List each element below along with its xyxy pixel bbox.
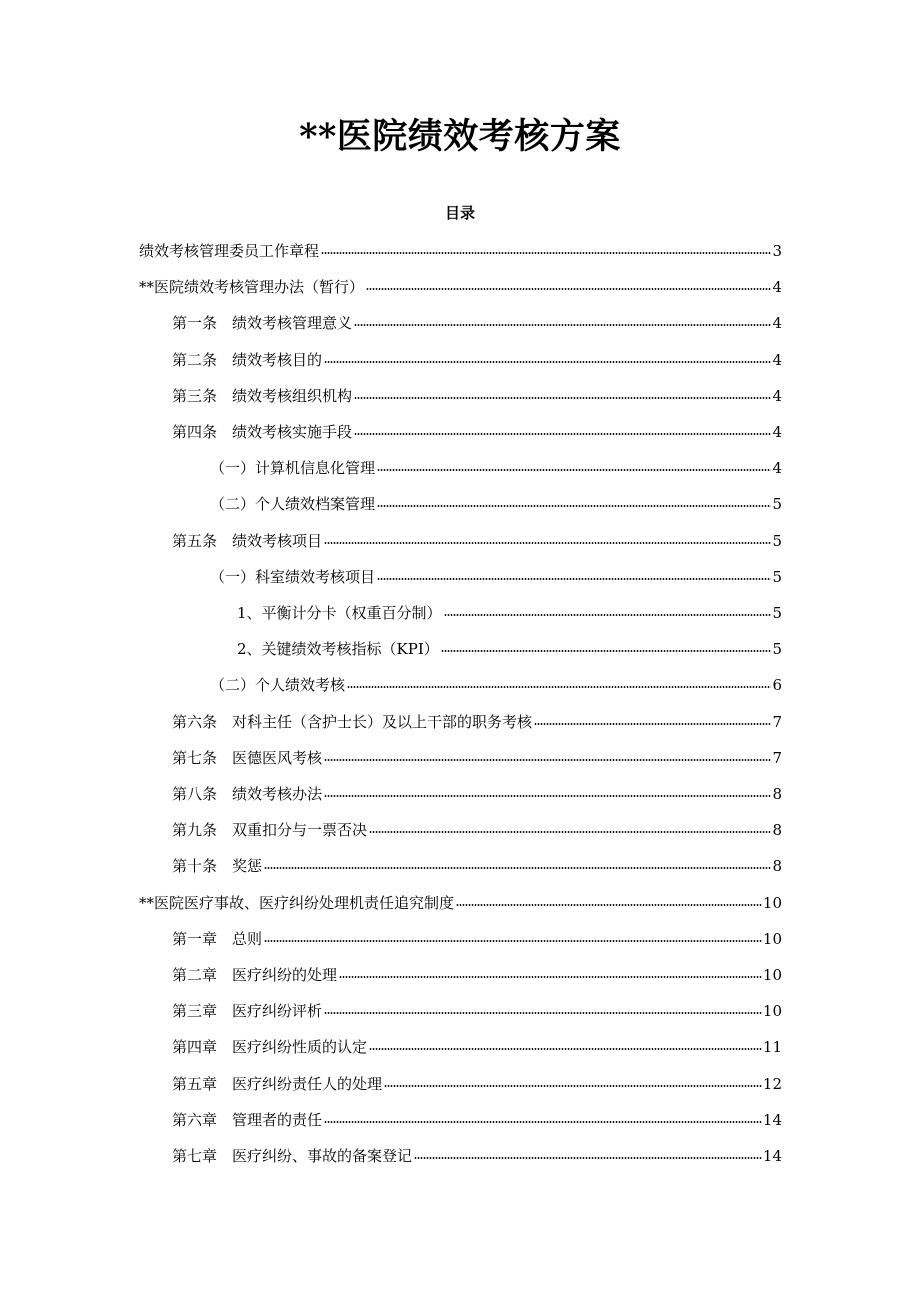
toc-entry-label: 第六条 对科主任（含护士长）及以上干部的职务考核	[172, 712, 533, 731]
toc-dot-leader	[369, 1047, 762, 1051]
toc-dot-leader	[321, 251, 771, 255]
toc-entry[interactable]	[210, 491, 782, 515]
toc-entry-page-number: 10	[762, 929, 782, 948]
toc-entry-label: 第九条 双重扣分与一票否决	[172, 821, 368, 840]
toc-dot-leader	[324, 1011, 762, 1015]
toc-dot-leader	[534, 722, 771, 726]
toc-dot-leader	[377, 504, 771, 508]
toc-entry-page-number: 5	[772, 640, 782, 659]
toc-entry[interactable]	[172, 419, 782, 443]
toc-entry-page-number: 4	[772, 386, 782, 405]
toc-entry-page-number: 5	[772, 604, 782, 622]
toc-entry-page-number: 5	[772, 567, 782, 586]
toc-dot-leader	[354, 323, 771, 327]
toc-dot-leader	[369, 830, 771, 834]
toc-entry-page-number: 8	[772, 785, 782, 803]
toc-dot-leader	[339, 975, 762, 979]
toc-entry-label: 第二章 医疗纠纷的处理	[172, 966, 338, 984]
toc-entry-label: （二）个人绩效档案管理	[210, 495, 376, 514]
toc-dot-leader	[354, 432, 771, 436]
document-title: **医院绩效考核方案	[299, 116, 621, 157]
toc-entry-label: 第一章 总则	[172, 929, 263, 948]
toc-entry-page-number: 8	[772, 857, 782, 876]
toc-entry-label: 第三条 绩效考核组织机构	[172, 386, 353, 405]
toc-entry[interactable]	[210, 455, 782, 479]
toc-entry-label: 1、平衡计分卡（权重百分制）	[237, 604, 442, 622]
toc-entry-page-number: 5	[772, 495, 782, 514]
toc-dot-leader	[324, 1120, 762, 1124]
toc-dot-leader	[366, 287, 771, 291]
toc-entry-page-number: 8	[772, 821, 782, 840]
toc-entry[interactable]	[210, 564, 782, 588]
toc-entry-label: 第二条 绩效考核目的	[172, 350, 323, 369]
toc-dot-leader	[414, 1156, 762, 1160]
toc-entry[interactable]	[139, 238, 782, 262]
toc-entry-label: 2、关键绩效考核指标（KPI）	[237, 640, 439, 659]
toc-dot-leader	[354, 396, 771, 400]
toc-dot-leader	[264, 866, 771, 870]
toc-entry[interactable]	[172, 962, 782, 986]
toc-entry[interactable]	[172, 347, 782, 371]
toc-entry-page-number: 4	[772, 459, 782, 478]
toc-entry-label: 第五章 医疗纠纷责任人的处理	[172, 1074, 383, 1093]
toc-entry-label: 第六章 管理者的责任	[172, 1110, 323, 1129]
toc-dot-leader	[444, 613, 772, 617]
toc-entry-page-number: 10	[762, 893, 782, 912]
toc-dot-leader	[456, 903, 762, 907]
toc-entry-label: （一）计算机信息化管理	[210, 459, 376, 478]
toc-entry-page-number: 7	[772, 748, 782, 767]
toc-entry[interactable]	[172, 1071, 782, 1095]
toc-entry[interactable]	[172, 745, 782, 769]
toc-entry-page-number: 12	[762, 1074, 782, 1093]
toc-entry-label: （一）科室绩效考核项目	[210, 567, 376, 586]
toc-entry-label: 第十条 奖惩	[172, 857, 263, 876]
toc-dot-leader	[324, 794, 771, 798]
toc-entry-label: 第一条 绩效考核管理意义	[172, 314, 353, 333]
toc-dot-leader	[384, 1084, 762, 1088]
toc-dot-leader	[324, 360, 771, 364]
toc-entry[interactable]	[172, 528, 782, 552]
toc-dot-leader	[377, 468, 771, 472]
toc-entry[interactable]	[172, 998, 782, 1022]
toc-entry-page-number: 4	[772, 314, 782, 333]
toc-entry[interactable]	[172, 781, 782, 805]
toc-entry-page-number: 4	[772, 423, 782, 441]
toc-entry[interactable]	[172, 853, 782, 877]
toc-entry-page-number: 6	[772, 676, 782, 695]
toc-entry-label: 第八条 绩效考核办法	[172, 785, 323, 803]
toc-entry-page-number: 4	[772, 278, 782, 297]
toc-entry[interactable]	[172, 1034, 782, 1058]
toc-entry-label: 第七条 医德医风考核	[172, 748, 323, 767]
toc-entry-page-number: 5	[772, 531, 782, 550]
toc-entry-page-number: 7	[772, 712, 782, 731]
toc-entry-label: 第五条 绩效考核项目	[172, 531, 323, 550]
toc-entry[interactable]	[172, 1107, 782, 1131]
toc-entry-page-number: 10	[762, 966, 782, 984]
toc-entry-page-number: 11	[762, 1038, 782, 1057]
toc-dot-leader	[377, 577, 771, 581]
toc-entry-label: **医院医疗事故、医疗纠纷处理机责任追究制度	[139, 893, 455, 912]
toc-dot-leader	[264, 939, 762, 943]
toc-entry-label: 绩效考核管理委员工作章程	[139, 242, 320, 260]
toc-entry[interactable]	[237, 600, 782, 624]
toc-dot-leader	[347, 685, 771, 689]
toc-entry[interactable]	[172, 1143, 782, 1167]
toc-entry[interactable]	[237, 636, 782, 660]
toc-entry-page-number: 3	[772, 242, 782, 260]
toc-entry-label: （二）个人绩效考核	[210, 676, 346, 695]
toc-entry[interactable]	[172, 709, 782, 733]
toc-entry-label: 第三章 医疗纠纷评析	[172, 1002, 323, 1021]
toc-heading: 目录	[444, 204, 475, 222]
toc-dot-leader	[324, 541, 771, 545]
toc-entry-label: 第四章 医疗纠纷性质的认定	[172, 1038, 368, 1057]
toc-entry-page-number: 10	[762, 1002, 782, 1021]
toc-entry-page-number: 4	[772, 350, 782, 369]
toc-entry-page-number: 14	[762, 1110, 782, 1129]
toc-entry-label: 第四条 绩效考核实施手段	[172, 423, 353, 441]
toc-entry[interactable]	[139, 890, 782, 914]
toc-dot-leader	[324, 758, 771, 762]
toc-entry-page-number: 14	[762, 1147, 782, 1165]
toc-entry[interactable]	[172, 310, 782, 334]
toc-entry-label: 第七章 医疗纠纷、事故的备案登记	[172, 1147, 413, 1165]
toc-entry[interactable]	[210, 672, 782, 696]
toc-entry[interactable]	[172, 383, 782, 407]
toc-entry[interactable]	[172, 817, 782, 841]
toc-entry[interactable]	[172, 926, 782, 950]
toc-entry-label: **医院绩效考核管理办法（暂行）	[139, 278, 365, 297]
toc-dot-leader	[441, 649, 772, 653]
toc-entry[interactable]	[139, 274, 782, 298]
